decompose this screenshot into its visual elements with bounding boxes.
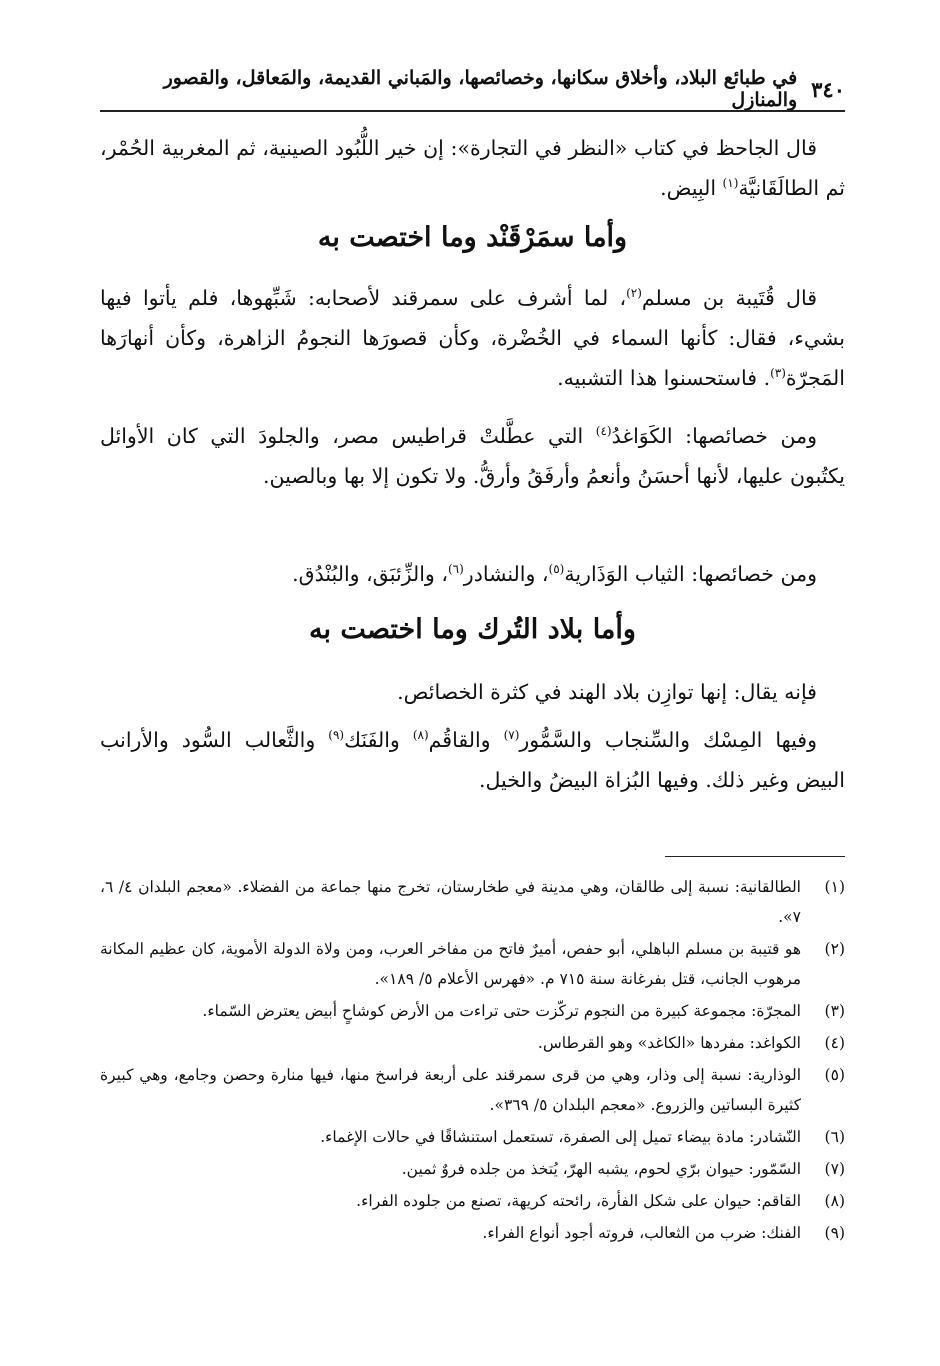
footnote-number: (٥) — [824, 1066, 845, 1084]
footnote-text: الطالقانية: نسبة إلى طالقان، وهي مدينة في طخارستان، تخرج منها جماعة من الفضلاء. «معجم البلدان ٤/ ٦، ٧». — [100, 878, 801, 926]
footnote-ref[interactable]: (٢) — [626, 286, 642, 301]
paragraph-jahiz: قال الجاحظ في كتاب «النظر في التجارة»: إن خير اللُّبُود الصينية، ثم المغربية الحُمْر، ثم الطالَقَانيَّة$^{(١)}$ البِيض. — [100, 136, 845, 200]
footnote — [100, 1122, 845, 1152]
footnote-ref[interactable]: (٤) — [595, 424, 612, 439]
footnote-ref[interactable]: (٦) — [447, 562, 464, 577]
footnote-number: (٣) — [824, 1002, 845, 1020]
paragraph-musk: وفيها المِسْك والسِّنجاب والسَّمُّور$^{(٧)}$ والقاقُم$^{(٨)}$ والفَنَك$^{(٩)}$ والثَّعالب السُّود والأرانب البيض وغير ذلك. وفيها البُزاة البيضُ والخيل. — [100, 728, 845, 792]
footnote — [100, 872, 845, 932]
footnote-number: (١) — [824, 878, 845, 896]
footnote — [100, 1154, 845, 1184]
footnote-number: (٦) — [824, 1128, 845, 1146]
footnote-ref[interactable]: (٩) — [328, 728, 345, 743]
paragraph-india: فإنه يقال: إنها توازِن بلاد الهند في كثرة الخصائص. — [397, 680, 817, 704]
footnote-ref[interactable]: (٣) — [770, 366, 786, 381]
section-heading-turks: وأما بلاد التُرك وما اختصت به — [309, 614, 636, 645]
footnote-text: السّمّور: حيوان برّي لحوم، يشبه الهرّ، يُتخذ من جلده فروٌ ثمين. — [401, 1160, 801, 1178]
footnotes — [100, 872, 845, 1250]
footnote-ref[interactable]: (٥) — [548, 562, 565, 577]
paragraph-wadhariya: ومن خصائصها: الثياب الوَذَارية$^{(٥)}$، والنشادر$^{(٦)}$، والزِّئبَق، والبُنْدُق. — [292, 562, 817, 586]
running-header — [100, 67, 845, 111]
footnote-number: (٩) — [824, 1224, 845, 1242]
running-header-title: في طبائع البلاد، وأخلاق سكانها، وخصائصها، والمَباني القديمة، والمَعاقل، والقصور والمنازل — [163, 67, 798, 111]
footnote-text: الفنك: ضرب من الثعالب، فروته أجود أنواع الفراء. — [482, 1224, 801, 1242]
footnote — [100, 996, 845, 1026]
footnote-ref[interactable]: (٧) — [503, 728, 520, 743]
section-heading-samarkand: وأما سمَرْقَنْد وما اختصت به — [317, 222, 628, 253]
footnote-text: النّشادر: مادة بيضاء تميل إلى الصفرة، تستعمل استنشاقًا في حالات الإغماء. — [320, 1128, 801, 1146]
footnote-ref[interactable]: (١) — [722, 176, 739, 191]
footnote-ref[interactable]: (٨) — [412, 728, 429, 743]
footnote-number: (٤) — [824, 1034, 845, 1052]
footnote — [100, 1218, 845, 1248]
footnote — [100, 1060, 845, 1120]
footnote — [100, 1028, 845, 1058]
page-number: ٣٤٠ — [811, 76, 845, 102]
footnote-number: (٧) — [824, 1160, 845, 1178]
footnote-number: (٨) — [824, 1192, 845, 1210]
footnote — [100, 934, 845, 994]
paragraph-qutayba: قال قُتَيبة بن مسلم$^{(٢)}$، لما أشرف على سمرقند لأصحابه: شَبِّهوها، فلم يأتوا فيها بشيء، فقال: كأنها السماء في الخُضْرة، وكأن قصورَها النجومُ الزاهرة، وكأن أنهارَها المَجرّة$^{(٣)}$. فاستحسنوا هذا التشبيه. — [100, 286, 845, 390]
footnote-rule — [665, 856, 845, 857]
header-rule — [100, 110, 845, 112]
footnote-text: الوذارية: نسبة إلى وذار، وهي من قرى سمرقند على أربعة فراسخ منها، فيها منارة وحصن وجامع، وهي كبيرة كثيرة البساتين والزروع. «معجم البلدان ٥/ ٣٦٩». — [100, 1066, 801, 1114]
paragraph-kawaghid: ومن خصائصها: الكَوَاغدُ$^{(٤)}$ التي عطَّلتْ قراطيس مصر، والجلودَ التي كان الأوائل يكتُبون عليها، لأنها أحسَنُ وأنعمُ وأرفَقُ وأرقُّ. ولا تكون إلا بها وبالصين. — [100, 424, 845, 488]
footnote-number: (٢) — [824, 940, 845, 958]
footnote-text: القاقم: حيوان على شكل الفأرة، رائحته كريهة، تصنع من جلوده الفراء. — [356, 1192, 801, 1210]
footnote-text: الكواغد: مفردها «الكاغد» وهو القرطاس. — [537, 1034, 801, 1052]
footnote-text: المجرّة: مجموعة كبيرة من النجوم تركّزت حتى تراءت من الأرض كوشاحٍ أبيض يعترض السّماء. — [202, 1002, 801, 1020]
footnote — [100, 1186, 845, 1216]
footnote-text: هو قتيبة بن مسلم الباهلي، أبو حفص، أميرٌ فاتح من مفاخر العرب، ومن ولاة الدولة الأموية، كان عظيم المكانة مرهوب الجانب، قتل بفرغانة سنة ٧١٥ م. «فهرس الأعلام ٥/ ١٨٩». — [100, 940, 801, 988]
